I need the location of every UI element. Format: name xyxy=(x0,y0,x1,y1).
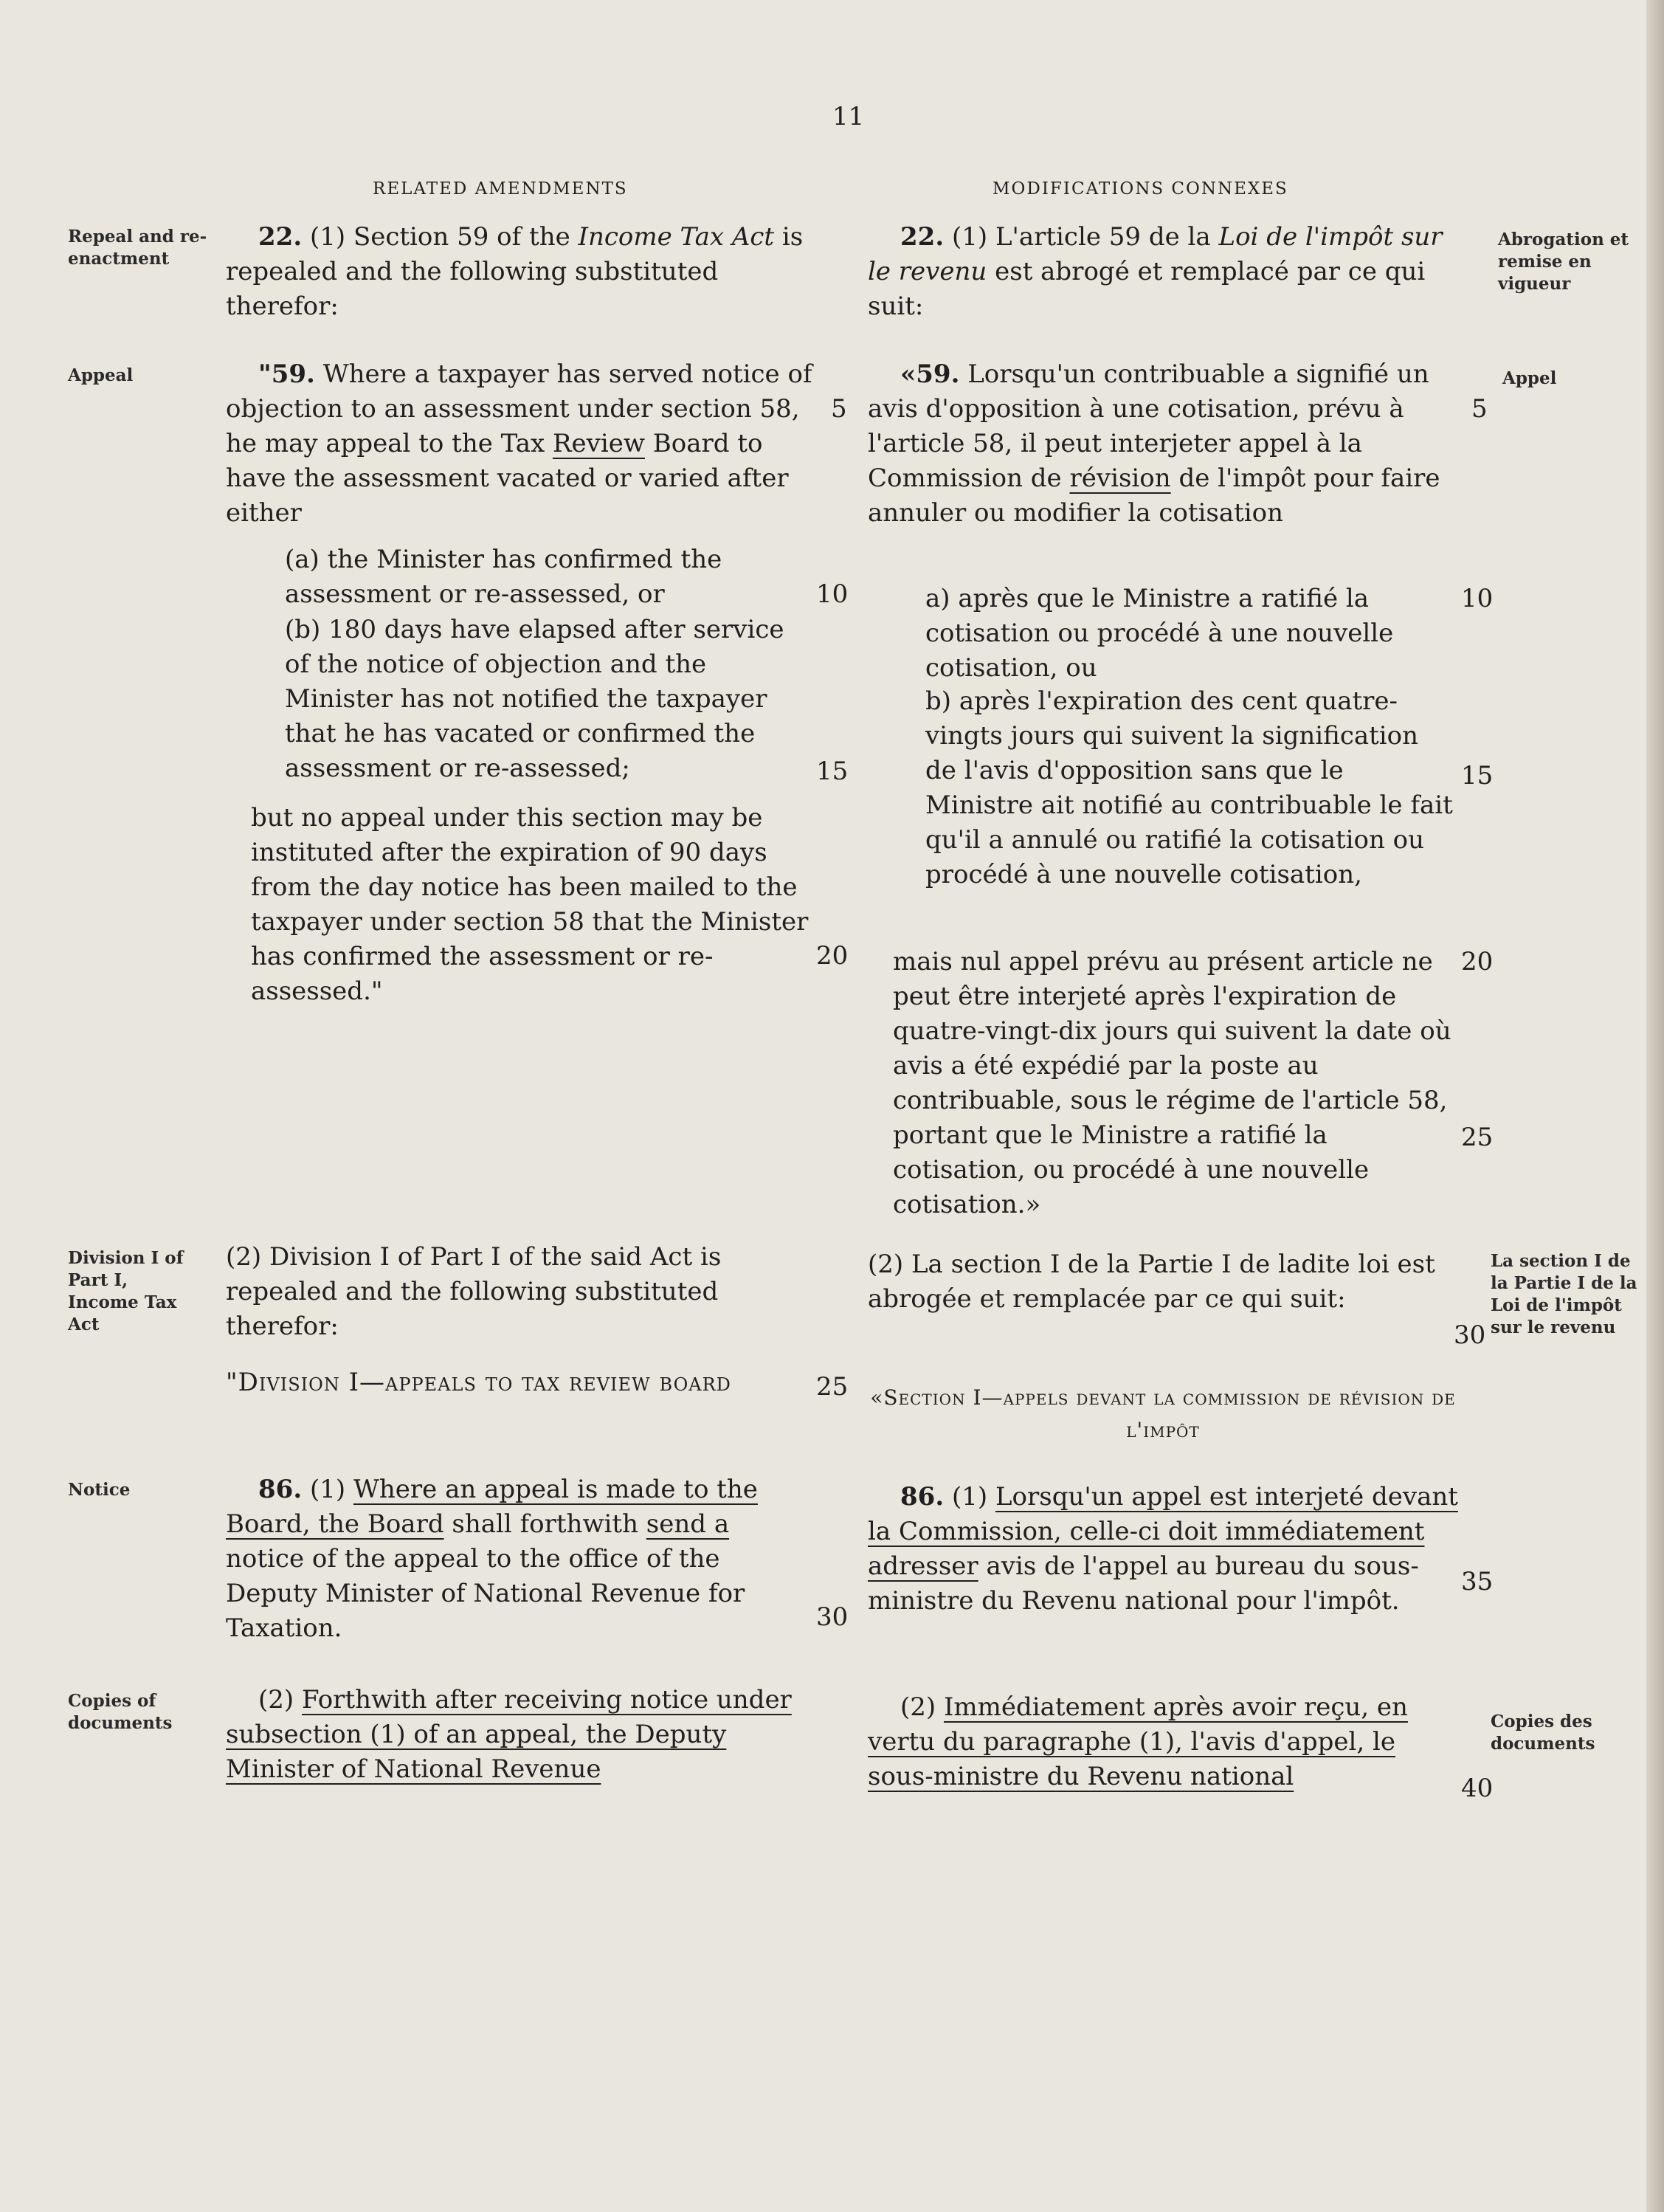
english-section-86-1: 86. (1) Where an appeal is made to the Board, the Board shall forthwith send a notice of the appeal to the office of the Deputy Minister of National Revenue for Taxation. xyxy=(226,1475,758,1643)
margin-note-copies-fr: Copies des documents xyxy=(1491,1712,1595,1754)
french-section-86-2: (2) Immédiatement après avoir reçu, en vertu du paragraphe (1), l'avis d'appel, le sous-ministre du Revenu national xyxy=(868,1692,1408,1791)
french-section-59: «59. Lorsqu'un contribuable a signifié un avis d'opposition à une cotisation, prévu à l'article 58, il peut interjeter appel à la Commission de révision de l'impôt pour faire annuler ou modifier la cotisation xyxy=(868,359,1440,528)
english-paragraph-a: (a) the Minister has confirmed the assessment or re-assessed, or xyxy=(285,545,722,609)
french-section-86-1: 86. (1) Lorsqu'un appel est interjeté devant la Commission, celle-ci doit immédiatement adresser avis de l'appel au bureau du sous-ministre du Revenu national pour l'impôt. xyxy=(868,1482,1458,1616)
french-header: MODIFICATIONS CONNEXES xyxy=(992,179,1288,199)
line-number: 10 xyxy=(1461,584,1494,613)
line-number: 30 xyxy=(1454,1320,1486,1350)
line-number: 25 xyxy=(816,1372,849,1402)
french-section-22-2: (2) La section I de la Partie I de ladite loi est abrogée et remplacée par ce qui suit: xyxy=(868,1250,1435,1314)
english-paragraph-b: (b) 180 days have elapsed after service of the notice of objection and the Minister has not notified the taxpayer that he has vacated or confirmed the assessment or re-assessed; xyxy=(285,615,784,783)
line-number: 30 xyxy=(816,1602,849,1632)
page-number: 11 xyxy=(832,102,865,131)
line-number: 5 xyxy=(1471,394,1488,424)
line-number: 25 xyxy=(1461,1123,1494,1152)
margin-note-copies: Copies of documents xyxy=(68,1691,173,1733)
line-number: 10 xyxy=(816,579,849,609)
margin-note-repeal: Repeal and re-enactment xyxy=(68,227,207,269)
french-paragraph-a: a) après que le Ministre a ratifié la cotisation ou procédé à une nouvelle cotisation, ou xyxy=(925,584,1394,683)
margin-note-division: Division I of Part I, Income Tax Act xyxy=(68,1248,184,1334)
english-section-22-2: (2) Division I of Part I of the said Act is repealed and the following substituted therefor: xyxy=(226,1242,722,1341)
line-number: 35 xyxy=(1461,1567,1494,1596)
margin-note-notice: Notice xyxy=(68,1480,131,1500)
english-section-22-1: 22. (1) Section 59 of the Income Tax Act is repealed and the following substituted therefor: xyxy=(226,222,804,321)
english-header: RELATED AMENDMENTS xyxy=(373,179,628,199)
french-paragraph-b: b) après l'expiration des cent quatre-vingts jours qui suivent la signification de l'avis d'opposition sans que le Ministre ait notifié au contribuable le fait qu'il a annulé ou ratifié la cotisation ou procédé à une nouvelle cotisation, xyxy=(925,686,1453,889)
line-number: 20 xyxy=(1461,947,1494,976)
english-division-heading: "Division I—appeals to tax review board xyxy=(226,1368,731,1397)
margin-note-section: La section I de la Partie I de la Loi de l'impôt sur le revenu xyxy=(1491,1251,1637,1337)
english-proviso: but no appeal under this section may be instituted after the expiration of 90 days from the day notice has been mailed to the taxpayer under section 58 that the Minister has confirmed the assessment or re-assessed." xyxy=(251,803,809,1006)
margin-note-abrogation: Abrogation et remise en vigueur xyxy=(1498,230,1629,294)
page-edge-shadow xyxy=(1646,0,1664,2212)
french-division-heading: «Section I—appels devant la commission de révision de l'impôt xyxy=(870,1385,1456,1442)
line-number: 40 xyxy=(1461,1774,1494,1803)
section-number: 22. xyxy=(258,222,303,252)
line-number: 20 xyxy=(816,941,849,971)
english-section-86-2: (2) Forthwith after receiving notice under subsection (1) of an appeal, the Deputy Minister of National Revenue xyxy=(226,1685,792,1784)
french-proviso: mais nul appel prévu au présent article ne peut être interjeté après l'expiration de quatre-vingt-dix jours qui suivent la date où avis a été expédié par la poste au contribuable, sous le régime de l'article 58, portant que le Ministre a ratifié la cotisation, ou procédé à une nouvelle cotisation.» xyxy=(893,947,1451,1219)
margin-note-appeal: Appeal xyxy=(68,365,134,385)
line-number: 15 xyxy=(816,757,849,786)
margin-note-appel: Appel xyxy=(1502,368,1557,388)
french-section-22-1: 22. (1) L'article 59 de la Loi de l'impôt sur le revenu est abrogé et remplacé par ce qui suit: xyxy=(868,222,1443,321)
line-number: 15 xyxy=(1461,761,1494,790)
english-section-59: "59. Where a taxpayer has served notice of objection to an assessment under section 58, he may appeal to the Tax Review Board to have the assessment vacated or varied after either xyxy=(226,359,812,528)
line-number: 5 xyxy=(831,394,847,424)
